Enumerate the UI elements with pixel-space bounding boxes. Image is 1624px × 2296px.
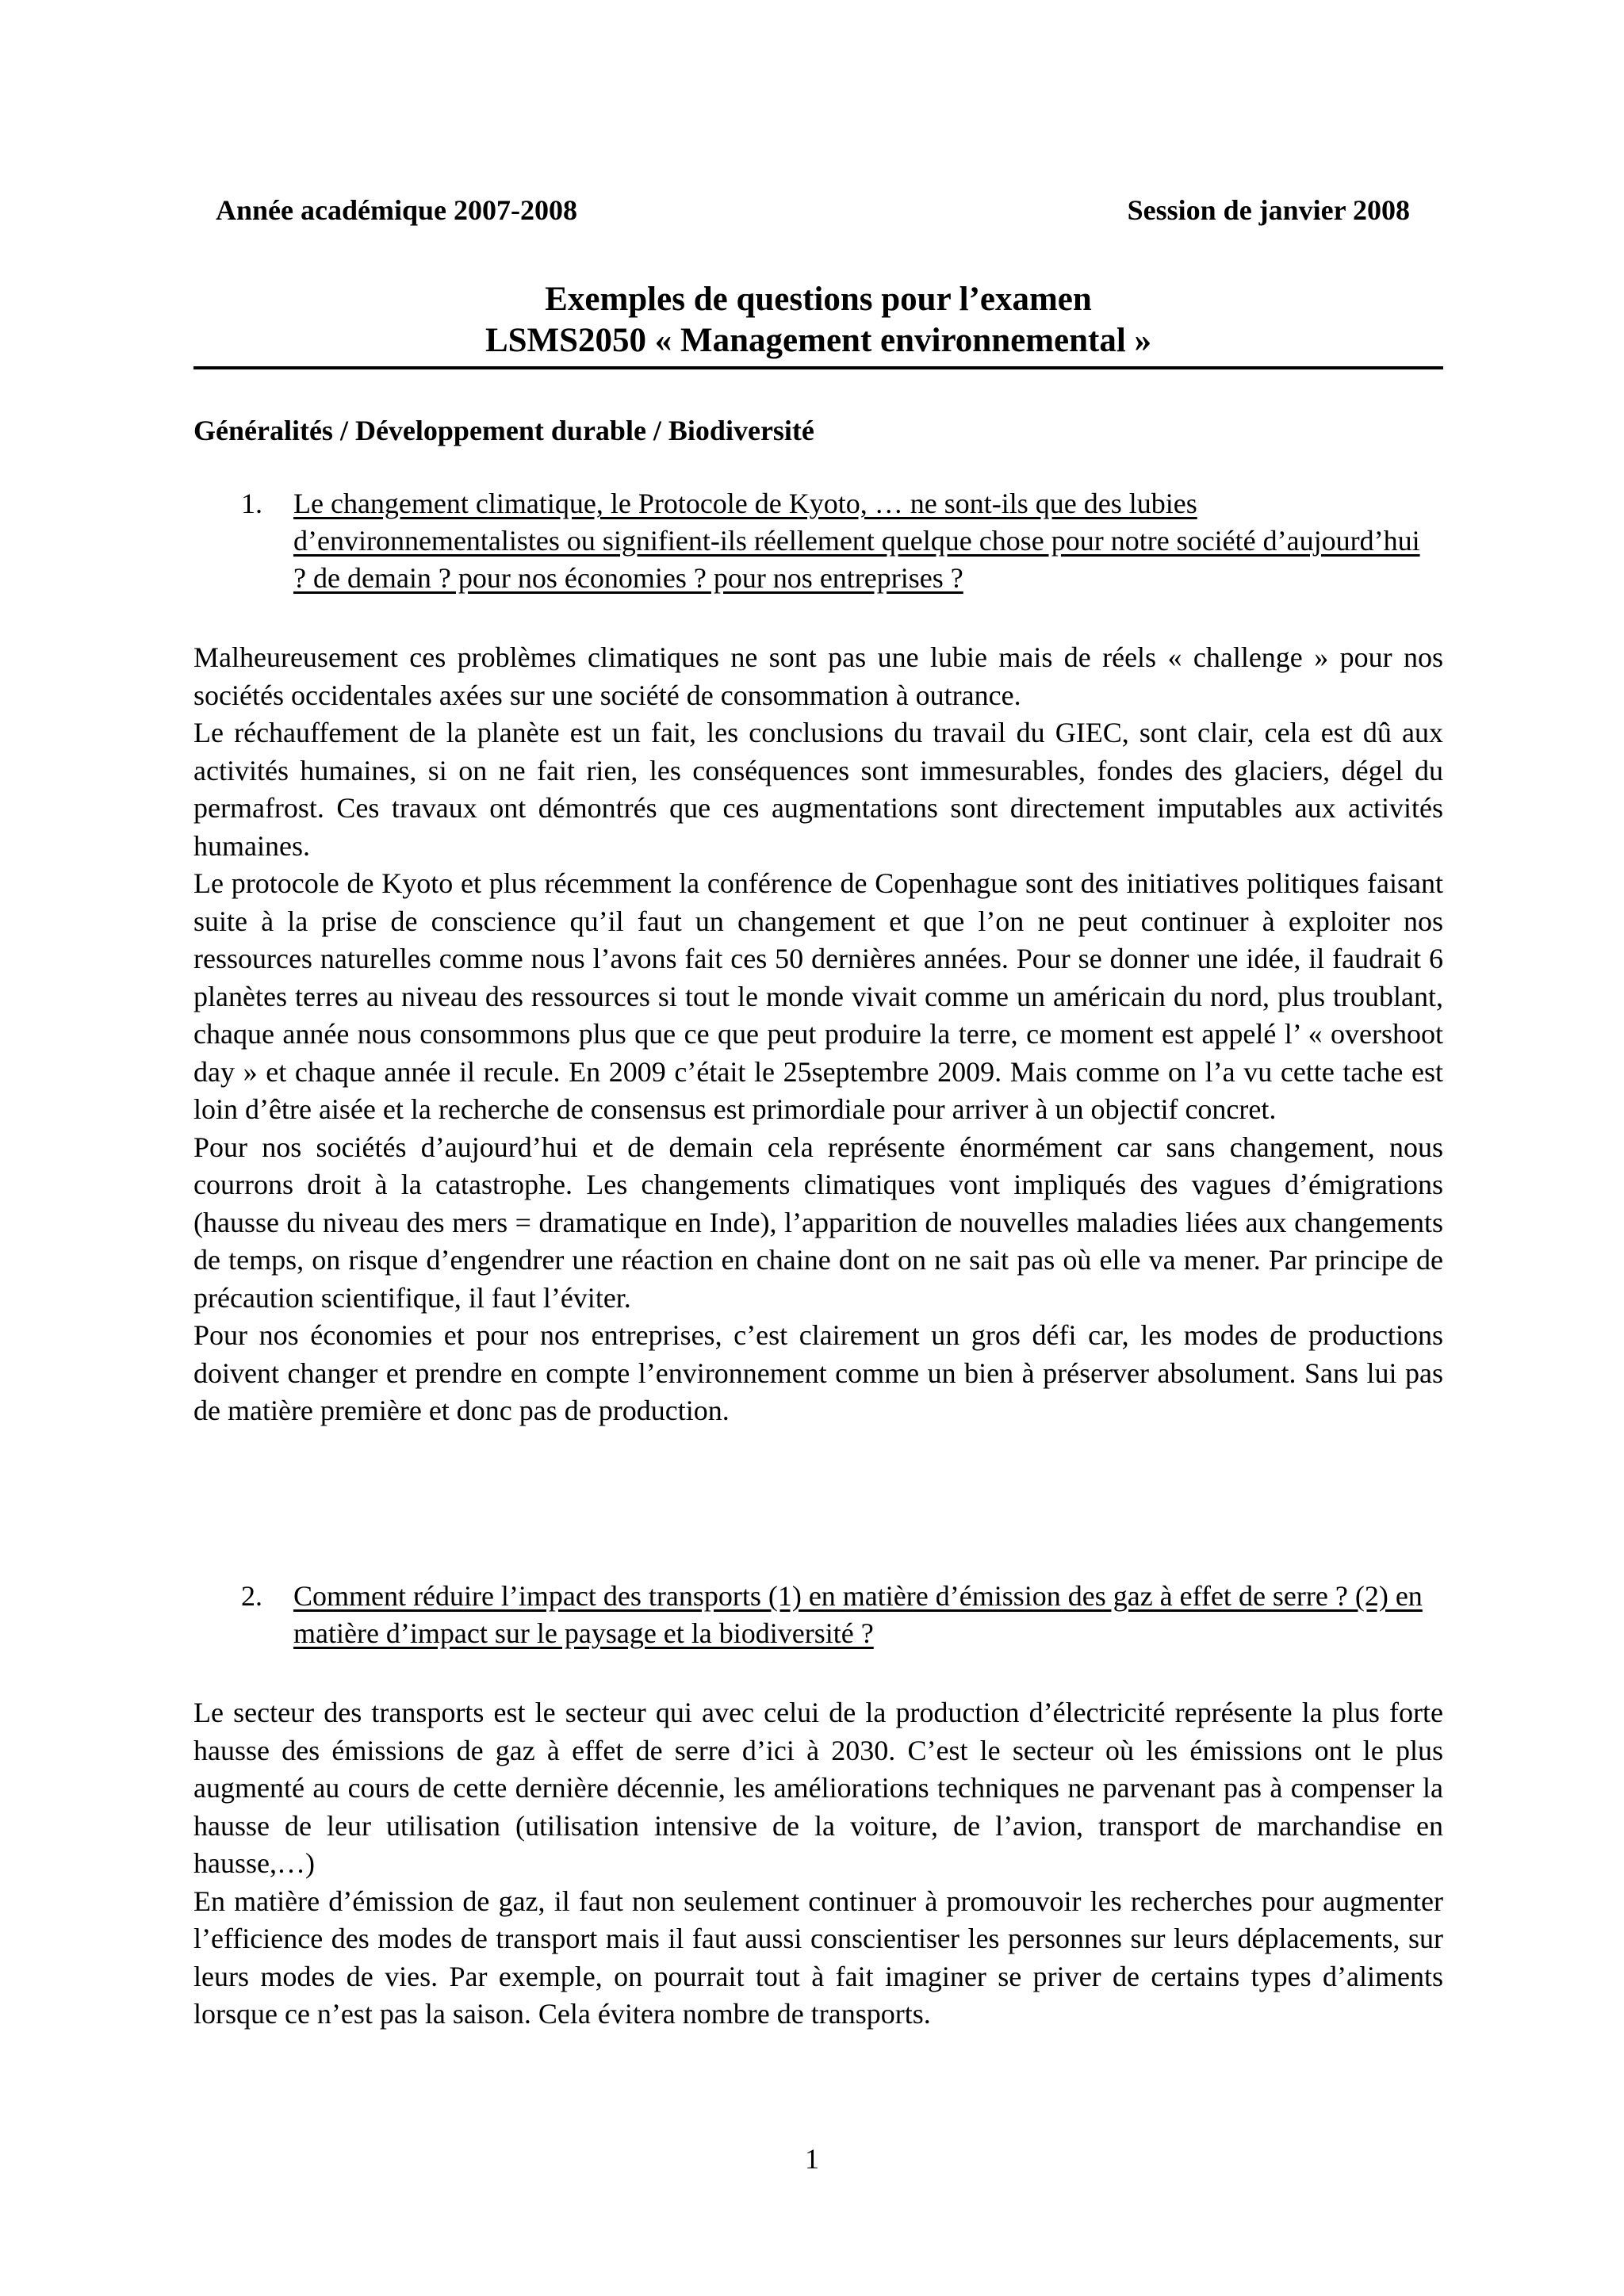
answer-paragraph: Pour nos économies et pour nos entreprises, c’est clairement un gros défi car, les modes de productions doivent changer et prendre en compte l’environnement comme un bien à préserver absolument. Sans lui pas de matière première et donc pas de production. <box>193 1319 1443 1426</box>
answer-paragraph: Le réchauffement de la planète est un fait, les conclusions du travail du GIEC, sont clair, cela est dû aux activités humaines, si on ne fait rien, les conséquences sont immesurables, fondes des glaciers, dégel du permafrost. Ces travaux ont démontrés que ces augmentations sont directement imputables aux activités humaines. <box>193 717 1443 862</box>
answer-paragraph: Pour nos sociétés d’aujourd’hui et de demain cela représente énormément car sans changement, nous courrons droit à la catastrophe. Les changements climatiques vont impliqués des vagues d’émigrations (hausse du niveau des mers = dramatique en Inde), l’apparition de nouvelles maladies liées aux changements de temps, on risque d’engendrer une réaction en chaine dont on ne sait pas où elle va mener. Par principe de précaution scientifique, il faut l’éviter. <box>193 1131 1443 1314</box>
question-number: 2. <box>241 1580 262 1612</box>
answer-paragraph: Malheureusement ces problèmes climatiques ne sont pas une lubie mais de réels « challenge » pour nos sociétés occidentales axées sur une société de consommation à outrance. <box>193 641 1443 711</box>
session-header: Session de janvier 2008 <box>1127 194 1410 226</box>
answer-paragraph: En matière d’émission de gaz, il faut non seulement continuer à promouvoir les recherches pour augmenter l’efficience des modes de transport mais il faut aussi conscientiser les personnes sur leurs déplacements, sur leurs modes de vies. Par exemple, on pourrait tout à fait imaginer se priver de certains types d’aliments lorsque ce n’est pas la saison. Cela évitera nombre de transports. <box>193 1885 1443 2030</box>
question-2 <box>241 1578 1431 1652</box>
question-number: 1. <box>241 488 262 519</box>
question-text: Le changement climatique, le Protocole de Kyoto, … ne sont-ils que des lubies d’environnementalistes ou signifient-ils réellement quelque chose pour notre société d’aujourd’hui ? de demain ? pour nos économies ? pour nos entreprises ? <box>293 488 1420 594</box>
title-line-1: Exemples de questions pour l’examen <box>545 281 1092 318</box>
section-heading: Généralités / Développement durable / Biodiversité <box>193 415 814 446</box>
document-title <box>193 279 1443 362</box>
question-1 <box>241 485 1431 597</box>
answer-1 <box>193 639 1443 1430</box>
page-number: 1 <box>805 2143 819 2175</box>
answer-paragraph: Le secteur des transports est le secteur qui avec celui de la production d’électricité représente la plus forte hausse des émissions de gaz à effet de serre d’ici à 2030. C’est le secteur où les émissions ont le plus augmenté au cours de cette dernière décennie, les améliorations techniques ne parvenant pas à compenser la hausse de leur utilisation (utilisation intensive de la voiture, de l’avion, transport de marchandise en hausse,…) <box>193 1697 1443 1879</box>
academic-year-header: Année académique 2007-2008 <box>216 194 577 226</box>
answer-2 <box>193 1694 1443 2034</box>
title-line-2: LSMS2050 « Management environnemental » <box>485 322 1152 359</box>
title-divider <box>193 366 1443 369</box>
question-text: Comment réduire l’impact des transports (1) en matière d’émission des gaz à effet de serre ? (2) en matière d’impact sur le paysage et la biodiversité ? <box>293 1580 1423 1649</box>
answer-paragraph: Le protocole de Kyoto et plus récemment la conférence de Copenhague sont des initiatives politiques faisant suite à la prise de conscience qu’il faut un changement et que l’on ne peut continuer à exploiter nos ressources naturelles comme nous l’avons fait ces 50 dernières années. Pour se donner une idée, il faudrait 6 planètes terres au niveau des ressources si tout le monde vivait comme un américain du nord, plus troublant, chaque année nous consommons plus que ce que peut produire la terre, ce moment est appelé l’ « overshoot day » et chaque année il recule. En 2009 c’était le 25septembre 2009. Mais comme on l’a vu cette tache est loin d’être aisée et la recherche de consensus est primordiale pour arriver à un objectif concret. <box>193 867 1443 1125</box>
